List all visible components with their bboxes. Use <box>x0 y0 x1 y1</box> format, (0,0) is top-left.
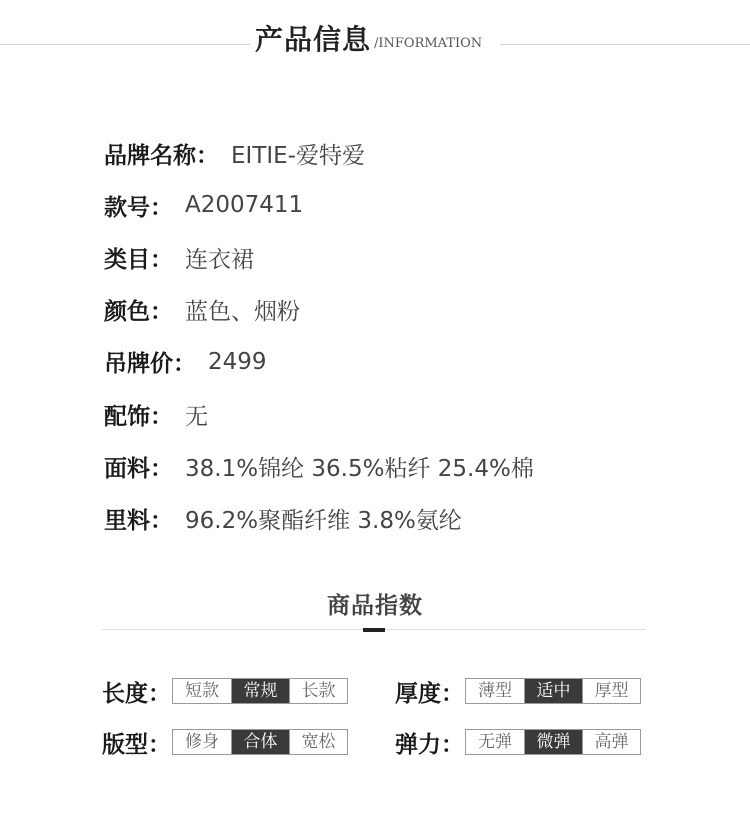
attr-fit <box>102 728 348 756</box>
attr-option: 长款 <box>289 679 347 703</box>
attr-length <box>102 677 348 705</box>
info-colon: ： <box>173 351 196 378</box>
attr-elasticity <box>395 728 641 756</box>
attr-options <box>465 729 641 755</box>
attr-option: 合体 <box>231 730 289 754</box>
info-colon: ： <box>150 455 173 482</box>
info-row-lining <box>104 492 704 544</box>
info-value: 蓝色、烟粉 <box>185 299 300 326</box>
info-label: 吊牌价 <box>104 351 173 378</box>
info-label: 面料 <box>104 455 150 482</box>
index-section-title: 商品指数 <box>327 593 423 619</box>
header-divider-right <box>500 44 750 45</box>
info-value: A2007411 <box>185 192 304 219</box>
attr-thickness <box>395 677 641 705</box>
product-info-list <box>104 127 704 545</box>
info-label: 款号 <box>104 194 150 221</box>
info-colon: ： <box>196 142 219 169</box>
header-divider-left <box>0 44 250 45</box>
info-row-accessories <box>104 388 704 440</box>
info-label: 配饰 <box>104 403 150 430</box>
info-value: 连衣裙 <box>185 246 254 273</box>
attr-option: 高弹 <box>582 730 640 754</box>
attr-options <box>172 678 348 704</box>
info-label: 里料 <box>104 507 150 534</box>
info-colon: ： <box>150 194 173 221</box>
attr-option: 修身 <box>173 730 231 754</box>
attr-label: 厚度： <box>395 680 464 707</box>
info-colon: ： <box>150 246 173 273</box>
info-label: 品牌名称 <box>104 142 196 169</box>
info-row-brand <box>104 127 704 179</box>
attr-option: 适中 <box>524 679 582 703</box>
info-value: 2499 <box>208 348 267 375</box>
info-row-tag-price <box>104 336 704 388</box>
header-title: 产品信息 <box>255 23 372 56</box>
info-row-category <box>104 231 704 283</box>
info-value: EITIE-爱特爱 <box>231 142 365 169</box>
attr-label: 弹力： <box>395 731 464 758</box>
attr-option: 厚型 <box>582 679 640 703</box>
info-colon: ： <box>150 299 173 326</box>
attr-label: 版型： <box>102 731 171 758</box>
info-value: 无 <box>185 403 208 430</box>
attr-label: 长度： <box>102 680 171 707</box>
info-value: 38.1%锦纶 36.5%粘纤 25.4%棉 <box>185 455 534 482</box>
attr-option: 常规 <box>231 679 289 703</box>
section-header <box>0 0 750 80</box>
attr-options <box>465 678 641 704</box>
attr-options <box>172 729 348 755</box>
info-label: 类目 <box>104 246 150 273</box>
info-row-fabric <box>104 440 704 492</box>
attr-option: 宽松 <box>289 730 347 754</box>
header-subtitle: /INFORMATION <box>374 36 483 51</box>
info-row-style-number <box>104 179 704 231</box>
attr-option: 薄型 <box>466 679 524 703</box>
info-colon: ： <box>150 507 173 534</box>
attr-option: 短款 <box>173 679 231 703</box>
info-colon: ： <box>150 403 173 430</box>
info-row-color <box>104 284 704 336</box>
index-section-accent-bar <box>363 628 385 632</box>
attr-option: 微弹 <box>524 730 582 754</box>
info-label: 颜色 <box>104 299 150 326</box>
info-value: 96.2%聚酯纤维 3.8%氨纶 <box>185 507 462 534</box>
attr-option: 无弹 <box>466 730 524 754</box>
